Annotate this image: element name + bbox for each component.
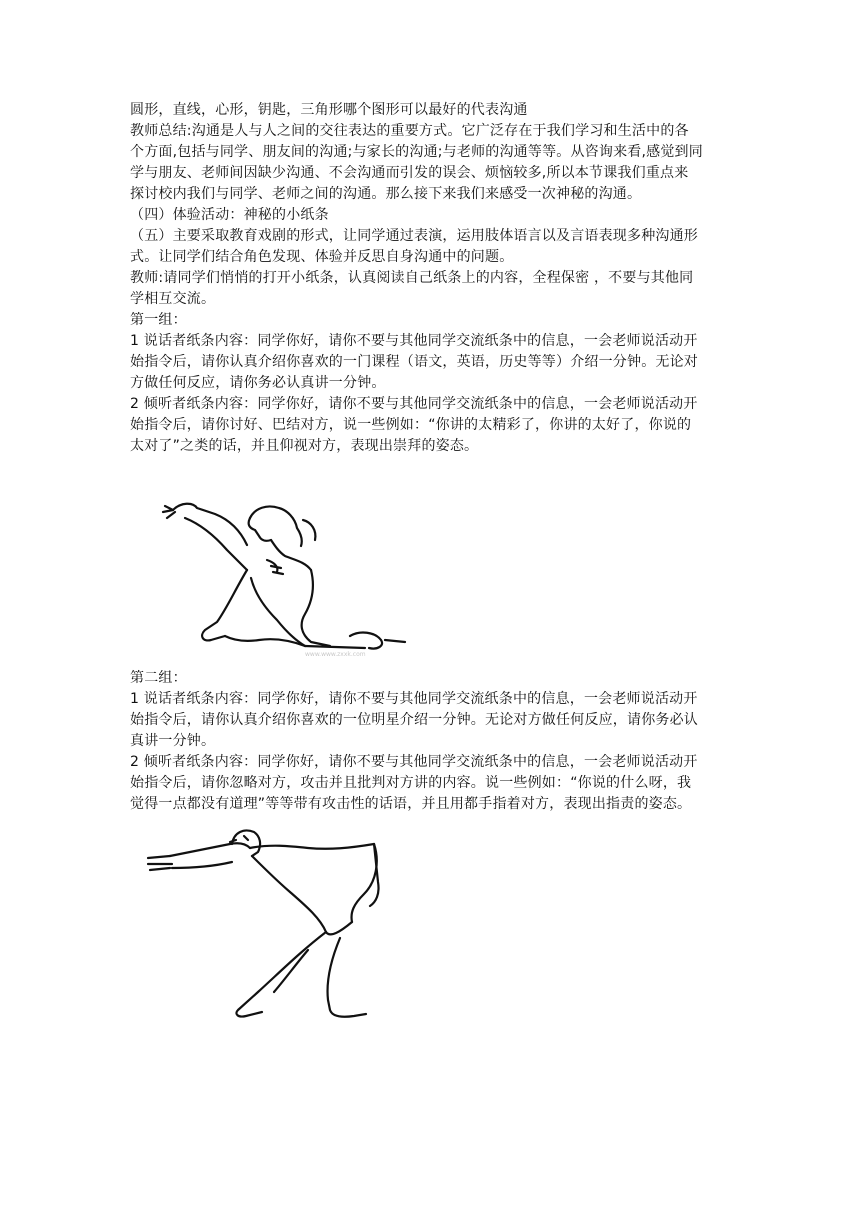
text-line: 式。让同学们结合角色发现、体验并反思自身沟通中的问题。: [130, 249, 514, 265]
text-line: 教师:请同学们悄悄的打开小纸条，认真阅读自己纸条上的内容，全程保密 ，不要与其他同: [130, 270, 694, 286]
text-line: 个方面,包括与同学、朋友间的沟通;与家长的沟通;与老师的沟通等等。从咨询来看,感觉到同: [130, 144, 703, 160]
text-line: 方做任何反应，请你务必认真讲一分钟。: [130, 375, 386, 391]
text-line: 学与朋友、老师间因缺少沟通、不会沟通而引发的误会、烦恼较多,所以本节课我们重点来: [130, 165, 689, 181]
pointing-man-sketch-icon: [140, 822, 400, 1027]
section-heading-activity: （四）体验活动：神秘的小纸条: [130, 207, 329, 223]
group-heading-2: 第二组：: [130, 670, 187, 686]
text-block-1: [130, 100, 730, 457]
text-line: 圆形，直线，心形，钥匙，三角形哪个图形可以最好的代表沟通: [130, 102, 528, 118]
text-line: 1 说话者纸条内容：同学你好，请你不要与其他同学交流纸条中的信息，一会老师说活动开: [130, 691, 698, 707]
text-line: 太对了”之类的话，并且仰视对方，表现出崇拜的姿态。: [130, 438, 479, 454]
admiring-woman-sketch-icon: [155, 490, 425, 660]
text-line: 学相互交流。: [130, 291, 216, 307]
text-line: 1 说话者纸条内容：同学你好，请你不要与其他同学交流纸条中的信息，一会老师说活动开: [130, 333, 698, 349]
text-line: 始指令后，请你认真介绍你喜欢的一门课程（语文，英语，历史等等）介绍一分钟。无论对: [130, 354, 698, 370]
group-heading-1: 第一组：: [130, 312, 187, 328]
text-line: 始指令后，请你忽略对方，攻击并且批判对方讲的内容。说一些例如：“你说的什么呀，我: [130, 775, 692, 791]
text-line: 始指令后，请你认真介绍你喜欢的一位明星介绍一分钟。无论对方做任何反应，请你务必认: [130, 712, 698, 728]
text-line: 2 倾听者纸条内容：同学你好，请你不要与其他同学交流纸条中的信息，一会老师说活动开: [130, 396, 698, 412]
text-line: 2 倾听者纸条内容：同学你好，请你不要与其他同学交流纸条中的信息，一会老师说活动开: [130, 754, 698, 770]
text-line: 真讲一分钟。: [130, 733, 216, 749]
text-line: 始指令后，请你讨好、巴结对方，说一些例如：“你讲的太精彩了，你讲的太好了，你说的: [130, 417, 692, 433]
svg-text:www.www.zxxk.com: www.www.zxxk.com: [305, 651, 366, 658]
text-line: 探讨校内我们与同学、老师之间的沟通。那么接下来我们来感受一次神秘的沟通。: [130, 186, 642, 202]
text-line: 教师总结:沟通是人与人之间的交往表达的重要方式。它广泛存在于我们学习和生活中的各: [130, 123, 689, 139]
text-line: （五）主要采取教育戏剧的形式，让同学通过表演，运用肢体语言以及言语表现多种沟通形: [130, 228, 698, 244]
text-block-2: [130, 668, 730, 815]
text-line: 觉得一点都没有道理”等等带有攻击性的话语，并且用都手指着对方，表现出指责的姿态。: [130, 796, 692, 812]
